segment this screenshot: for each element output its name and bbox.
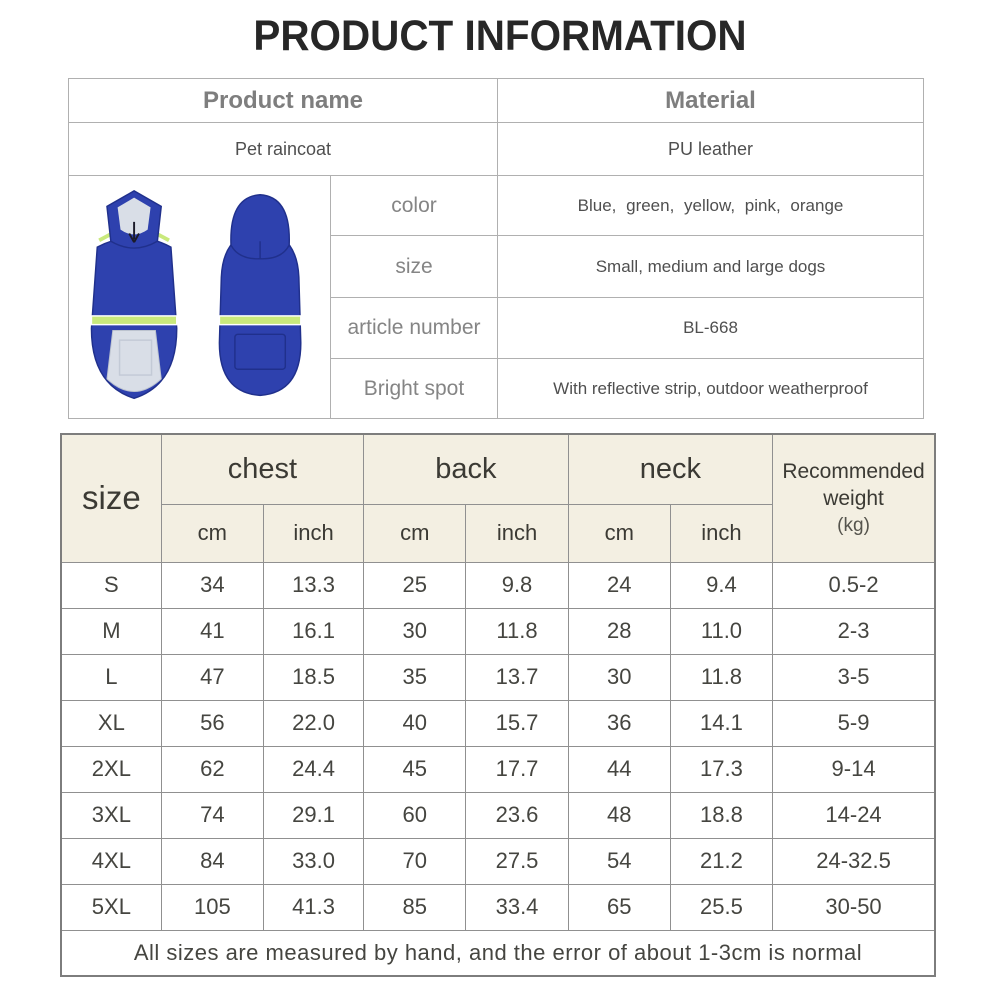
weight-value: 3-5 <box>773 654 935 700</box>
neck-cm-value: 48 <box>568 792 670 838</box>
size-chart-header <box>61 434 935 562</box>
neck-group-header: neck <box>568 434 772 504</box>
size-label: XL <box>61 700 161 746</box>
size-row-5XL <box>61 884 935 930</box>
neck-cm-header: cm <box>568 504 670 562</box>
chest-inch-value: 41.3 <box>263 884 363 930</box>
back-inch-value: 9.8 <box>466 562 568 608</box>
size-row-4XL <box>61 838 935 884</box>
product-image <box>74 185 326 410</box>
chest-cm-value: 62 <box>161 746 263 792</box>
chest-cm-value: 56 <box>161 700 263 746</box>
weight-value: 2-3 <box>773 608 935 654</box>
size-row-M <box>61 608 935 654</box>
size-label: M <box>61 608 161 654</box>
material-header: Material <box>498 79 924 123</box>
neck-inch-value: 14.1 <box>670 700 772 746</box>
back-inch-value: 17.7 <box>466 746 568 792</box>
product-info-table <box>68 78 924 419</box>
neck-inch-value: 17.3 <box>670 746 772 792</box>
size-label: 3XL <box>61 792 161 838</box>
neck-cm-value: 44 <box>568 746 670 792</box>
footer-note: All sizes are measured by hand, and the error of about 1-3cm is normal <box>61 930 935 976</box>
weight-unit: (kg) <box>837 515 870 537</box>
neck-inch-value: 11.8 <box>670 654 772 700</box>
neck-inch-value: 25.5 <box>670 884 772 930</box>
color-value: Blue, green, yellow, pink, orange <box>498 176 924 236</box>
neck-cm-value: 24 <box>568 562 670 608</box>
product-image-cell <box>69 176 331 419</box>
product-name-value: Pet raincoat <box>69 123 498 176</box>
back-inch-value: 23.6 <box>466 792 568 838</box>
back-inch-value: 13.7 <box>466 654 568 700</box>
info-value-row <box>69 123 924 176</box>
chest-inch-value: 13.3 <box>263 562 363 608</box>
chest-cm-value: 74 <box>161 792 263 838</box>
chest-cm-header: cm <box>161 504 263 562</box>
raincoat-front-view <box>91 190 176 397</box>
size-value: Small, medium and large dogs <box>498 236 924 298</box>
product-name-header: Product name <box>69 79 498 123</box>
back-cm-value: 70 <box>364 838 466 884</box>
size-row-S <box>61 562 935 608</box>
back-cm-value: 25 <box>364 562 466 608</box>
back-inch-value: 11.8 <box>466 608 568 654</box>
chest-cm-value: 84 <box>161 838 263 884</box>
weight-header-line1: Recommended <box>782 459 925 483</box>
size-row-2XL <box>61 746 935 792</box>
size-label: S <box>61 562 161 608</box>
info-header-row <box>69 79 924 123</box>
size-row-L <box>61 654 935 700</box>
back-inch-value: 27.5 <box>466 838 568 884</box>
size-table-footer <box>61 930 935 976</box>
size-row-XL <box>61 700 935 746</box>
chest-inch-value: 16.1 <box>263 608 363 654</box>
back-cm-value: 40 <box>364 700 466 746</box>
article-number-value: BL-668 <box>498 298 924 359</box>
back-cm-value: 30 <box>364 608 466 654</box>
size-table-body <box>61 562 935 930</box>
neck-cm-value: 65 <box>568 884 670 930</box>
article-number-label: article number <box>331 298 498 359</box>
chest-cm-value: 41 <box>161 608 263 654</box>
bright-spot-label: Bright spot <box>331 359 498 419</box>
chest-inch-value: 33.0 <box>263 838 363 884</box>
chest-cm-value: 47 <box>161 654 263 700</box>
weight-value: 14-24 <box>773 792 935 838</box>
back-inch-value: 33.4 <box>466 884 568 930</box>
weight-value: 30-50 <box>773 884 935 930</box>
weight-header-line2: weight <box>823 486 884 510</box>
weight-value: 24-32.5 <box>773 838 935 884</box>
back-cm-value: 45 <box>364 746 466 792</box>
chest-inch-value: 29.1 <box>263 792 363 838</box>
chest-inch-value: 22.0 <box>263 700 363 746</box>
neck-inch-value: 21.2 <box>670 838 772 884</box>
size-label: 2XL <box>61 746 161 792</box>
size-label: size <box>331 236 498 298</box>
back-inch-header: inch <box>466 504 568 562</box>
chest-inch-value: 24.4 <box>263 746 363 792</box>
neck-cm-value: 36 <box>568 700 670 746</box>
size-label: L <box>61 654 161 700</box>
chest-cm-value: 34 <box>161 562 263 608</box>
neck-inch-value: 11.0 <box>670 608 772 654</box>
back-cm-value: 35 <box>364 654 466 700</box>
chest-cm-value: 105 <box>161 884 263 930</box>
weight-value: 0.5-2 <box>773 562 935 608</box>
chest-inch-value: 18.5 <box>263 654 363 700</box>
weight-value: 9-14 <box>773 746 935 792</box>
back-cm-header: cm <box>364 504 466 562</box>
neck-inch-value: 9.4 <box>670 562 772 608</box>
back-inch-value: 15.7 <box>466 700 568 746</box>
back-cm-value: 60 <box>364 792 466 838</box>
raincoat-back-view <box>219 194 300 395</box>
bright-spot-value: With reflective strip, outdoor weatherproof <box>498 359 924 419</box>
size-column-header: size <box>61 434 161 562</box>
neck-cm-value: 28 <box>568 608 670 654</box>
color-label: color <box>331 176 498 236</box>
material-value: PU leather <box>498 123 924 176</box>
color-row <box>69 176 924 236</box>
weight-value: 5-9 <box>773 700 935 746</box>
back-group-header: back <box>364 434 568 504</box>
chest-inch-header: inch <box>263 504 363 562</box>
neck-inch-value: 18.8 <box>670 792 772 838</box>
size-label: 4XL <box>61 838 161 884</box>
page-title: PRODUCT INFORMATION <box>253 12 747 60</box>
size-chart-table <box>60 433 936 977</box>
back-cm-value: 85 <box>364 884 466 930</box>
size-row-3XL <box>61 792 935 838</box>
neck-cm-value: 30 <box>568 654 670 700</box>
chest-group-header: chest <box>161 434 363 504</box>
recommended-weight-header <box>773 434 935 562</box>
size-label: 5XL <box>61 884 161 930</box>
neck-inch-header: inch <box>670 504 772 562</box>
neck-cm-value: 54 <box>568 838 670 884</box>
